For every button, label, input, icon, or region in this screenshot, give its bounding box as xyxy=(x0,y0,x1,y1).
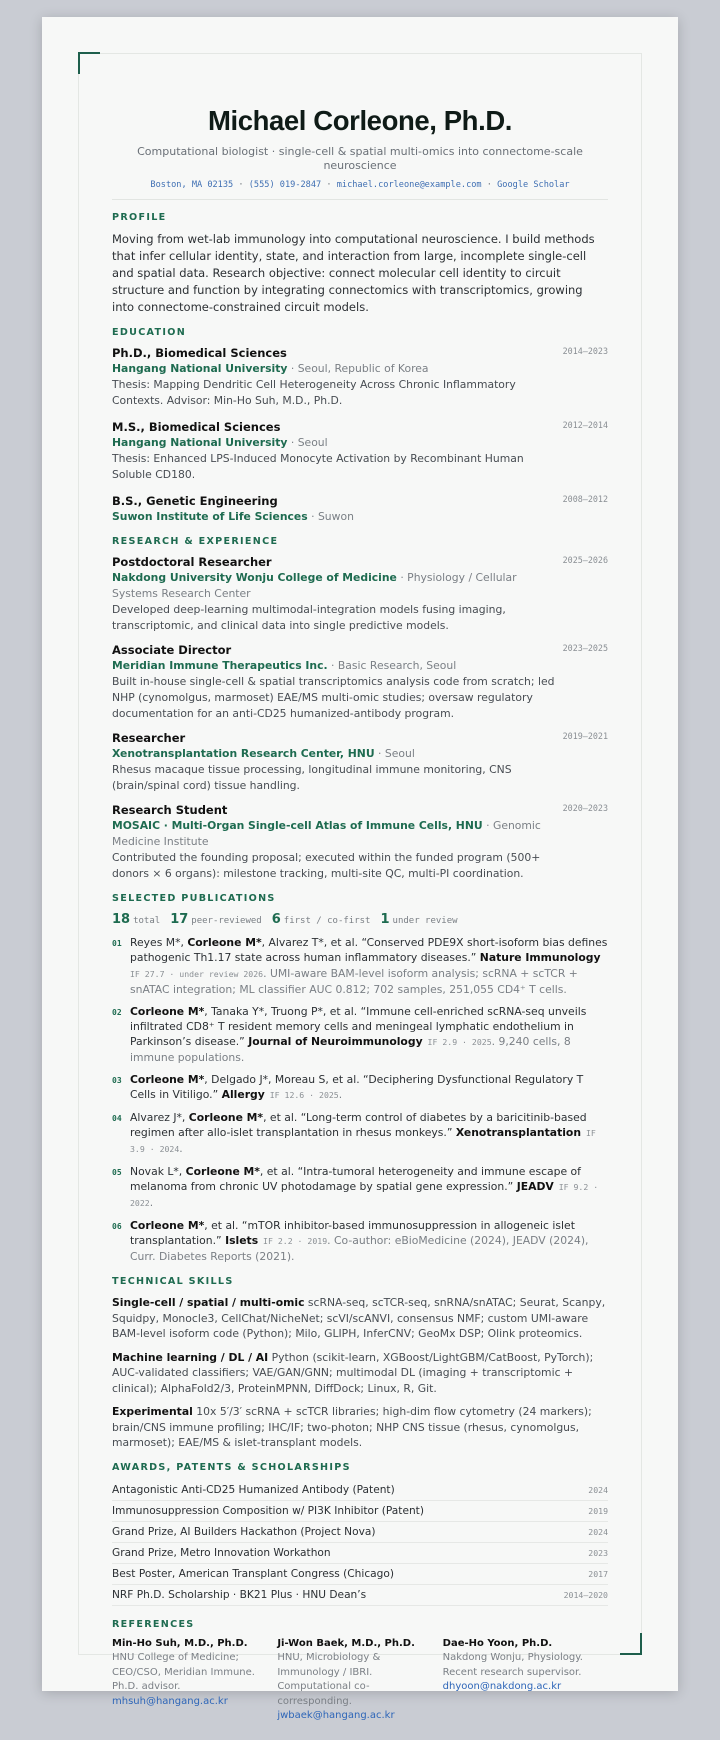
stat-label: peer-reviewed xyxy=(191,916,262,926)
award-year: 2023 xyxy=(588,1547,608,1558)
impact-factor-year: IF 27.7 · under review 2026 xyxy=(130,969,264,979)
organization-detail: · Genomic Medicine Institute xyxy=(112,819,541,848)
organization-detail: · Basic Research, Seoul xyxy=(327,659,457,672)
reference-affiliation: HNU, Microbiology & Immunology / IBRI. Computational co-corresponding. xyxy=(277,1652,381,1707)
publication-notes: . 9,240 cells, 8 immune populations. xyxy=(130,1035,571,1064)
entry-description: Thesis: Mapping Dendritic Cell Heterogeneity Across Chronic Inflammatory Contexts. Advisor: Min-Ho Suh, M.D., Ph.D. xyxy=(112,378,516,407)
journal-name: JEADV xyxy=(516,1180,554,1193)
skill-group xyxy=(112,1295,608,1342)
organization-name: Xenotransplantation Research Center, HNU xyxy=(112,747,375,760)
stat-label: total xyxy=(133,916,161,926)
award-label: Antagonistic Anti-CD25 Humanized Antibody (Patent) xyxy=(112,1483,395,1496)
author-self: Corleone M* xyxy=(130,1219,205,1232)
role-title: Research Student xyxy=(112,803,228,817)
section-title-references: REFERENCES xyxy=(112,1618,195,1630)
institution-line xyxy=(112,435,608,451)
reference-email-link[interactable]: dhyoon@nakdong.ac.kr xyxy=(442,1681,562,1692)
entry-description: Thesis: Enhanced LPS-Induced Monocyte Activation by Recombinant Human Soluble CD180. xyxy=(112,452,524,481)
publication-title: , Alvarez T*, et al. “Conserved PDE9X short-isoform bias defines pathogenic Th1.17 state across human inflammatory diseases.” xyxy=(130,936,608,964)
publication-stat xyxy=(380,912,458,927)
entry-description: Contributed the founding proposal; executed within the funded program (500+ donors × 6 organs): milestone tracking, multi-site QC, multi-PI coordination. xyxy=(112,851,541,880)
section-title-profile: PROFILE xyxy=(112,212,167,223)
organization-line xyxy=(112,570,608,602)
stat-number: 6 xyxy=(271,912,281,927)
award-row xyxy=(112,1480,608,1501)
author-self: Corleone M* xyxy=(187,936,262,949)
impact-factor-year: IF 3.9 · 2024 xyxy=(130,1128,596,1154)
publication-notes: . xyxy=(179,1142,183,1155)
publication-title: , et al. “mTOR inhibitor-based immunosuppression in allogeneic islet transplantation.” xyxy=(130,1219,575,1247)
award-year: 2024 xyxy=(588,1484,608,1495)
publication-item xyxy=(112,1110,608,1157)
publication-item xyxy=(112,935,608,997)
entry-date: 2020–2023 xyxy=(562,803,608,813)
stat-number: 18 xyxy=(112,912,131,927)
entry-description: Developed deep-learning multimodal-integration models fusing imaging, transcriptomic, and clinical data into single predictive models. xyxy=(112,603,506,632)
corner-ornament-bottom-right xyxy=(620,1633,642,1655)
experience-entry xyxy=(112,554,608,634)
award-year: 2019 xyxy=(588,1505,608,1516)
skill-category: Machine learning / DL / AI xyxy=(112,1350,269,1364)
authors-pre: Alvarez J*, xyxy=(130,1111,189,1124)
publication-number: 04 xyxy=(112,1114,122,1123)
publication-notes: . xyxy=(338,1088,343,1101)
stat-label: under review xyxy=(392,916,458,926)
institution-name: Suwon Institute of Life Sciences xyxy=(112,510,308,523)
skill-category: Single-cell / spatial / multi-omic xyxy=(112,1296,305,1309)
skill-group xyxy=(112,1404,608,1451)
reference-email-link[interactable]: mhsuh@hangang.ac.kr xyxy=(112,1695,228,1707)
author-self: Corleone M* xyxy=(185,1165,260,1178)
contact-address: Boston, MA 02135 xyxy=(150,180,234,190)
publication-title: , et al. “Long-term control of diabetes by a baricitinib-based regimen after allo-islet transplantation in rhesus monkeys.” xyxy=(130,1111,587,1139)
publication-stat xyxy=(170,912,262,927)
role-title: Associate Director xyxy=(112,643,232,657)
impact-factor-year: IF 2.2 · 2019 xyxy=(258,1236,328,1246)
journal-name: Nature Immunology xyxy=(479,951,601,964)
google-scholar-link[interactable]: Google Scholar xyxy=(497,180,570,190)
organization-line xyxy=(112,818,608,850)
reference-card xyxy=(443,1637,608,1724)
institution-location: · Suwon xyxy=(307,510,354,523)
section-title-education: EDUCATION xyxy=(112,327,187,338)
impact-factor-year: IF 9.2 · 2022 xyxy=(130,1182,599,1208)
award-year: 2014–2020 xyxy=(563,1589,608,1600)
award-row xyxy=(112,1585,608,1606)
header-divider xyxy=(112,199,608,200)
entry-date: 2012–2014 xyxy=(562,420,608,430)
awards-list xyxy=(112,1480,608,1606)
contact-email-link[interactable]: michael.corleone@example.com xyxy=(336,180,482,190)
publication-number: 05 xyxy=(112,1168,122,1177)
section-title-skills: TECHNICAL SKILLS xyxy=(112,1276,234,1287)
publication-item xyxy=(112,1218,608,1264)
references-list xyxy=(112,1637,608,1724)
section-title-awards: AWARDS, PATENTS & SCHOLARSHIPS xyxy=(112,1461,351,1473)
award-row xyxy=(112,1543,608,1564)
publication-notes: . Co-author: eBioMedicine (2024), JEADV (2024), Curr. Diabetes Reports (2021). xyxy=(130,1234,589,1263)
publication-title: , Delgado J*, Moreau S, et al. “Deciphering Dysfunctional Regulatory T Cells in Vitiligo.” xyxy=(130,1073,584,1101)
organization-name: Nakdong University Wonju College of Medicine xyxy=(112,571,397,584)
tagline: Computational biologist · single-cell & spatial multi-omics into connectome-scale neuroscience xyxy=(137,145,583,172)
skills-list xyxy=(112,1295,608,1451)
organization-line xyxy=(112,658,608,674)
reference-email-link[interactable]: jwbaek@hangang.ac.kr xyxy=(277,1710,395,1721)
reference-name: Min-Ho Suh, M.D., Ph.D. xyxy=(112,1637,248,1649)
role-title: Postdoctoral Researcher xyxy=(112,555,272,569)
award-row xyxy=(112,1501,608,1522)
institution-name: Hangang National University xyxy=(112,436,288,449)
award-year: 2017 xyxy=(588,1568,608,1579)
profile-text: Moving from wet-lab immunology into computational neuroscience. I build methods that infer cellular identity, state, and interaction from large, incomplete single-cell and spatial data. Research objective: connect molecular cell identity to circuit structure and function by integrating connectomics with transcriptomics, growing into connectome-constrained circuit models. xyxy=(112,232,595,314)
institution-name: Hangang National University xyxy=(112,362,288,375)
degree-title: M.S., Biomedical Sciences xyxy=(112,420,281,434)
award-row xyxy=(112,1564,608,1585)
award-row xyxy=(112,1522,608,1543)
experience-entry xyxy=(112,642,608,722)
award-label: Best Poster, American Transplant Congress (Chicago) xyxy=(112,1567,394,1580)
publication-number: 02 xyxy=(112,1008,122,1017)
skill-list-text: 10x 5′/3′ scRNA + scTCR libraries; high-dim flow cytometry (24 markers); brain/CNS immune profiling; IHC/IF; two-photon; NHP CNS tissue (rhesus, cynomolgus, marmoset); EAE/MS & islet-transplant models. xyxy=(112,1405,592,1449)
entry-date: 2019–2021 xyxy=(562,731,608,741)
publication-stats xyxy=(112,912,608,929)
publication-notes: . UMI-aware BAM-level isoform analysis; scRNA + scTCR + snATAC integration; ML classifier AUC 0.812; 702 samples, 251,055 CD4⁺ T cells. xyxy=(130,967,578,996)
reference-name: Dae-Ho Yoon, Ph.D. xyxy=(442,1637,553,1649)
award-label: Grand Prize, Metro Innovation Workathon xyxy=(112,1546,331,1559)
stat-number: 17 xyxy=(170,912,189,927)
reference-card xyxy=(112,1637,277,1724)
role-title: Researcher xyxy=(112,731,186,745)
reference-card xyxy=(277,1637,442,1724)
impact-factor-year: IF 12.6 · 2025 xyxy=(264,1090,339,1100)
stat-number: 1 xyxy=(380,912,390,927)
education-entry xyxy=(112,419,608,483)
skill-category: Experimental xyxy=(112,1405,193,1418)
institution-location: · Seoul, Republic of Korea xyxy=(287,362,429,375)
experience-entry xyxy=(112,730,608,794)
publication-stat xyxy=(271,912,371,927)
author-self: Corleone M* xyxy=(188,1111,264,1124)
journal-name: Xenotransplantation xyxy=(455,1126,582,1139)
publication-number: 06 xyxy=(112,1222,122,1231)
section-title-research: RESEARCH & EXPERIENCE xyxy=(112,536,279,547)
journal-name: Islets xyxy=(225,1234,259,1247)
candidate-name: Michael Corleone, Ph.D. xyxy=(207,105,513,136)
entry-date: 2023–2025 xyxy=(562,643,608,653)
publication-number: 01 xyxy=(112,939,122,948)
entry-date: 2025–2026 xyxy=(562,555,608,565)
publication-title: , Tanaka Y*, Truong P*, et al. “Immune cell-enriched scRNA-seq unveils infiltrated CD8⁺ T resident memory cells and meningeal lymphatic endothelium in Parkinson’s disease.” xyxy=(130,1005,587,1048)
award-label: NRF Ph.D. Scholarship · BK21 Plus · HNU Dean’s xyxy=(112,1588,367,1601)
publication-title: , et al. “Intra-tumoral heterogeneity and immune escape of melanoma from chronic UV photodamage by spatial gene expression.” xyxy=(130,1165,581,1193)
degree-title: Ph.D., Biomedical Sciences xyxy=(112,346,287,360)
entry-description: Rhesus macaque tissue processing, longitudinal immune monitoring, CNS (brain/spinal cord) tissue handling. xyxy=(112,763,512,792)
entry-date: 2008–2012 xyxy=(562,494,608,504)
publication-list xyxy=(112,935,608,1264)
award-label: Immunosuppression Composition w/ PI3K Inhibitor (Patent) xyxy=(112,1504,424,1517)
reference-affiliation: Nakdong Wonju, Physiology. Recent research supervisor. xyxy=(442,1652,583,1678)
author-self: Corleone M* xyxy=(130,1005,205,1018)
publication-item xyxy=(112,1004,608,1065)
organization-detail: · Seoul xyxy=(374,747,415,760)
impact-factor-year: IF 2.9 · 2025 xyxy=(422,1037,492,1047)
degree-title: B.S., Genetic Engineering xyxy=(112,494,278,508)
experience-entry xyxy=(112,802,608,882)
institution-line xyxy=(112,361,608,377)
authors-pre: Novak L*, xyxy=(130,1165,186,1178)
contact-phone[interactable]: (555) 019-2847 xyxy=(248,180,322,190)
award-label: Grand Prize, AI Builders Hackathon (Project Nova) xyxy=(112,1525,376,1538)
section-title-publications: SELECTED PUBLICATIONS xyxy=(112,893,276,904)
stat-label: first / co-first xyxy=(283,916,371,926)
award-year: 2024 xyxy=(588,1526,608,1537)
entry-description: Built in-house single-cell & spatial transcriptomics analysis code from scratch; led NHP (cynomolgus, marmoset) EAE/MS multi-omic studies; oversaw regulatory documentation for an anti-CD25 humanized-antibody program. xyxy=(112,675,555,720)
entry-date: 2014–2023 xyxy=(562,346,608,356)
corner-ornament-top-left xyxy=(78,52,100,74)
research-list xyxy=(112,554,608,882)
journal-name: Allergy xyxy=(221,1088,265,1101)
education-list xyxy=(112,345,608,525)
organization-line xyxy=(112,746,608,762)
institution-line xyxy=(112,509,608,525)
resume-page xyxy=(42,17,678,1721)
organization-detail: · Physiology / Cellular Systems Research Center xyxy=(112,571,517,600)
contact-line: Boston, MA 02135 · (555) 019-2847 · michael.corleone@example.com · Google Scholar xyxy=(150,180,570,190)
education-entry xyxy=(112,345,608,409)
publication-notes: . xyxy=(149,1196,154,1209)
publication-stat xyxy=(112,912,161,927)
organization-name: Meridian Immune Therapeutics Inc. xyxy=(112,659,328,672)
publication-item xyxy=(112,1072,608,1103)
author-self: Corleone M* xyxy=(130,1073,205,1086)
skill-list-text: Python (scikit-learn, XGBoost/LightGBM/CatBoost, PyTorch); AUC-validated classifiers; VAE/GAN/GNN; multimodal DL (imaging + transcriptomic + clinical); AlphaFold2/3, ProteinMPNN, DiffDock; Linux, R, Git. xyxy=(112,1350,594,1395)
reference-name: Ji-Won Baek, M.D., Ph.D. xyxy=(277,1637,415,1649)
journal-name: Journal of Neuroimmunology xyxy=(248,1035,423,1048)
resume-content xyxy=(112,85,608,1724)
education-entry xyxy=(112,493,608,525)
authors-pre: Reyes M*, xyxy=(130,936,188,949)
organization-name: MOSAIC · Multi-Organ Single-cell Atlas of Immune Cells, HNU xyxy=(112,819,483,832)
skill-list-text: scRNA-seq, scTCR-seq, snRNA/snATAC; Seurat, Scanpy, Squidpy, Monocle3, CellChat/NicheNet; scVI/scANVI, consensus NMF; custom UMI-aware BAM-level isoform code (Python); Milo, GLIPH, InferCNV; GeoMx DSP; Olink proteomics. xyxy=(112,1296,606,1340)
publication-number: 03 xyxy=(112,1076,122,1085)
skill-group xyxy=(112,1350,608,1397)
institution-location: · Seoul xyxy=(287,436,328,449)
publication-item xyxy=(112,1164,608,1211)
reference-affiliation: HNU College of Medicine; CEO/CSO, Meridian Immune. Ph.D. advisor. xyxy=(112,1652,255,1692)
